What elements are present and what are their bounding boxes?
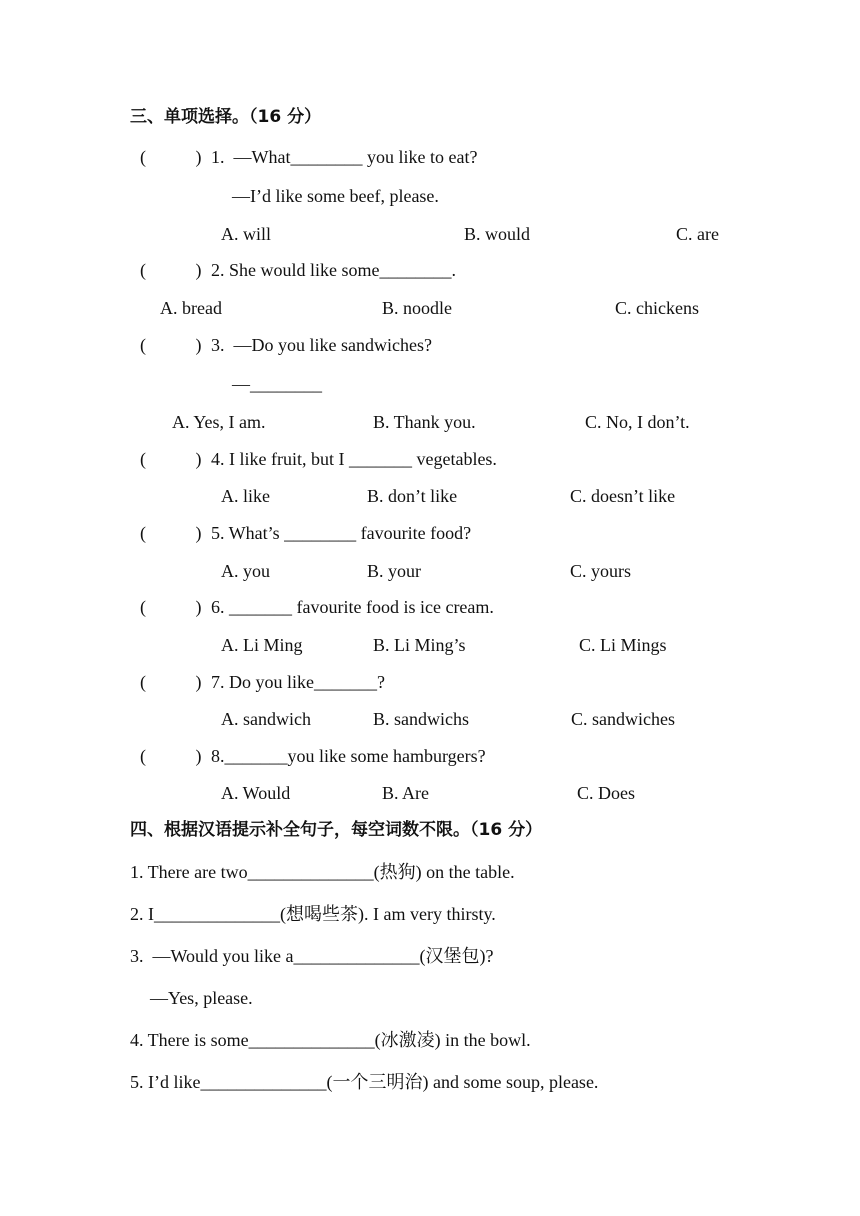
question-7-option-c: C. sandwiches xyxy=(571,709,675,729)
question-4-option-b: B. don’t like xyxy=(367,486,458,506)
question-6-text: 6. _______ favourite food is ice cream. xyxy=(211,597,494,617)
answer-paren-6[interactable]: ( ) xyxy=(140,597,202,617)
section3-title: 三、单项选择。（16 分） xyxy=(130,107,322,127)
question-8-option-c: C. Does xyxy=(577,783,635,803)
question-1-option-c: C. are xyxy=(676,224,719,244)
section4-title: 四、根据汉语提示补全句子，每空词数不限。（16 分） xyxy=(130,820,543,840)
question-8-text: 8._______you like some hamburgers? xyxy=(211,746,486,766)
question-4-option-a: A. like xyxy=(221,486,270,506)
fill-item-4: 4. There is some______________(冰激凌) in the bowl. xyxy=(130,1030,531,1050)
question-6-option-a: A. Li Ming xyxy=(221,635,303,655)
question-3-option-c: C. No, I don’t. xyxy=(585,412,690,432)
answer-paren-5[interactable]: ( ) xyxy=(140,523,202,543)
question-3-option-a: A. Yes, I am. xyxy=(172,412,266,432)
fill-item-3-answer: —Yes, please. xyxy=(150,988,253,1008)
question-2-text: 2. She would like some________. xyxy=(211,260,456,280)
question-3-extra: —________ xyxy=(232,374,322,394)
fill-item-3: 3. —Would you like a______________(汉堡包)? xyxy=(130,946,494,966)
question-2-option-b: B. noodle xyxy=(382,298,452,318)
question-5-option-c: C. yours xyxy=(570,561,632,581)
fill-item-2: 2. I______________(想喝些茶). I am very thirsty. xyxy=(130,904,496,924)
question-1-option-a: A. will xyxy=(221,224,272,244)
question-1-extra: —I’d like some beef, please. xyxy=(232,186,439,206)
question-5-option-b: B. your xyxy=(367,561,421,581)
question-4-option-c: C. doesn’t like xyxy=(570,486,676,506)
question-1-text: 1. —What________ you like to eat? xyxy=(211,147,478,167)
answer-paren-3[interactable]: ( ) xyxy=(140,335,202,355)
question-1-option-b: B. would xyxy=(464,224,531,244)
answer-paren-7[interactable]: ( ) xyxy=(140,672,202,692)
question-6-option-c: C. Li Mings xyxy=(579,635,667,655)
question-2-option-c: C. chickens xyxy=(615,298,699,318)
question-4-text: 4. I like fruit, but I _______ vegetables. xyxy=(211,449,497,469)
question-3-text: 3. —Do you like sandwiches? xyxy=(211,335,432,355)
answer-paren-8[interactable]: ( ) xyxy=(140,746,202,766)
answer-paren-1[interactable]: ( ) xyxy=(140,147,202,167)
question-3-option-b: B. Thank you. xyxy=(373,412,476,432)
answer-paren-4[interactable]: ( ) xyxy=(140,449,202,469)
question-7-text: 7. Do you like_______? xyxy=(211,672,385,692)
question-7-option-b: B. sandwichs xyxy=(373,709,469,729)
fill-item-5: 5. I’d like______________(一个三明治) and some soup, please. xyxy=(130,1072,599,1092)
question-7-option-a: A. sandwich xyxy=(221,709,311,729)
fill-item-1: 1. There are two______________(热狗) on the table. xyxy=(130,862,515,882)
answer-paren-2[interactable]: ( ) xyxy=(140,260,202,280)
question-8-option-b: B. Are xyxy=(382,783,429,803)
question-8-option-a: A. Would xyxy=(221,783,291,803)
question-2-option-a: A. bread xyxy=(160,298,222,318)
question-5-text: 5. What’s ________ favourite food? xyxy=(211,523,472,543)
question-5-option-a: A. you xyxy=(221,561,270,581)
question-6-option-b: B. Li Ming’s xyxy=(373,635,466,655)
